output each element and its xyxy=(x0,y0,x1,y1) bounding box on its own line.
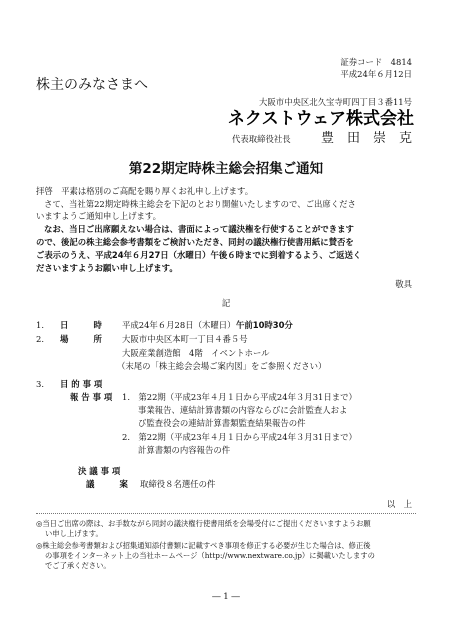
place-line-1: 大阪市中央区本町一丁目４番５号 xyxy=(122,334,248,344)
page-number: ― 1 ― xyxy=(212,592,240,602)
place-line-3: （末尾の「株主総会会場ご案内図」をご参照ください） xyxy=(117,361,327,371)
resolution-items-label: 決 議 事 項 xyxy=(78,466,121,476)
issue-date: 平成24年６月12日 xyxy=(340,69,412,79)
report-2-line-1: 2. 第22期（平成23年４月１日から平成24年３月31日まで） xyxy=(122,432,357,442)
purpose-label: 目 的 事 項 xyxy=(60,379,103,389)
dotted-separator xyxy=(36,513,416,514)
date-time: 午前10時30分 xyxy=(236,320,293,330)
place-label: 場 所 xyxy=(60,334,102,344)
company-address: 大阪市中央区北久宝寺町四丁目３番11号 xyxy=(258,97,412,107)
note-2-line-3: でご了承ください。 xyxy=(45,561,111,570)
salutation: 拝啓 平素は格別のご高配を賜り厚くお礼申し上げます。 xyxy=(36,186,254,196)
report-1-line-1: 1. 第22期（平成23年４月１日から平成24年３月31日まで） xyxy=(122,392,357,402)
date-label: 日 時 xyxy=(60,320,102,330)
body-paragraph-3-line-4: ださいますようお願い申し上げます。 xyxy=(36,263,178,273)
representative-name: 豊 田 崇 克 xyxy=(320,131,412,146)
item-number-2: 2. xyxy=(36,334,44,344)
place-line-2: 大阪産業創造館 4階 イベントホール xyxy=(122,348,270,358)
closing-keigu: 敬具 xyxy=(395,279,412,289)
report-1-line-2: 事業報告、連結計算書類の内容ならびに会計監査人およ xyxy=(138,405,348,415)
note-1-line-1: ◎当日ご出席の際は、お手数ながら同封の議決権行使書用紙を会場受付にご提出くださいますようお願 xyxy=(36,519,371,528)
ki-marker: 記 xyxy=(221,298,231,308)
report-1-line-3: び監査役会の連結計算書類監査結果報告の件 xyxy=(138,418,306,428)
company-logo: ネクストウェア株式会社 xyxy=(227,109,414,129)
greeting: 株主のみなさまへ xyxy=(36,77,148,93)
agenda-value: 取締役８名選任の件 xyxy=(140,479,216,489)
representative-title: 代表取締役社長 xyxy=(232,134,291,144)
item-number-3: 3. xyxy=(36,379,44,389)
report-items-label: 報 告 事 項 xyxy=(70,392,113,402)
date-value: 平成24年６月28日（木曜日） xyxy=(122,320,236,330)
end-mark: 以 上 xyxy=(386,499,412,509)
notice-title: 第22期定時株主総会招集ご通知 xyxy=(128,161,324,177)
body-paragraph-2-line-2: いますようご通知申し上げます。 xyxy=(36,211,161,221)
report-2-line-2: 計算書類の内容報告の件 xyxy=(138,445,231,455)
item-number-1: 1. xyxy=(36,320,44,330)
note-2-line-2: の事項をインターネット上の当社ホームページ（http://www.nextware.co.jp）に掲載いたしますの xyxy=(45,551,375,560)
body-paragraph-3-line-3: ご表示のうえ、平成24年６月27日（水曜日）午後６時までに到着するよう、ご返送く xyxy=(36,250,362,260)
body-paragraph-3-line-2: ので、後記の株主総会参考書類をご検討いただき、同封の議決権行使書用紙に賛否を xyxy=(36,237,354,247)
note-1-line-2: い申し上げます。 xyxy=(45,529,103,538)
securities-code: 証券コード 4814 xyxy=(340,57,412,67)
body-paragraph-2-line-1: さて、当社第22期定時株主総会を下記のとおり開催いたしますので、ご出席くださ xyxy=(44,199,356,209)
agenda-label: 議 案 xyxy=(86,479,128,489)
body-paragraph-3-line-1: なお、当日ご出席願えない場合は、書面によって議決権を行使することができます xyxy=(44,224,354,234)
note-2-line-1: ◎株主総会参考書類および招集通知添付書類に記載すべき事項を修正する必要が生じた場合は、修正後 xyxy=(36,541,371,550)
